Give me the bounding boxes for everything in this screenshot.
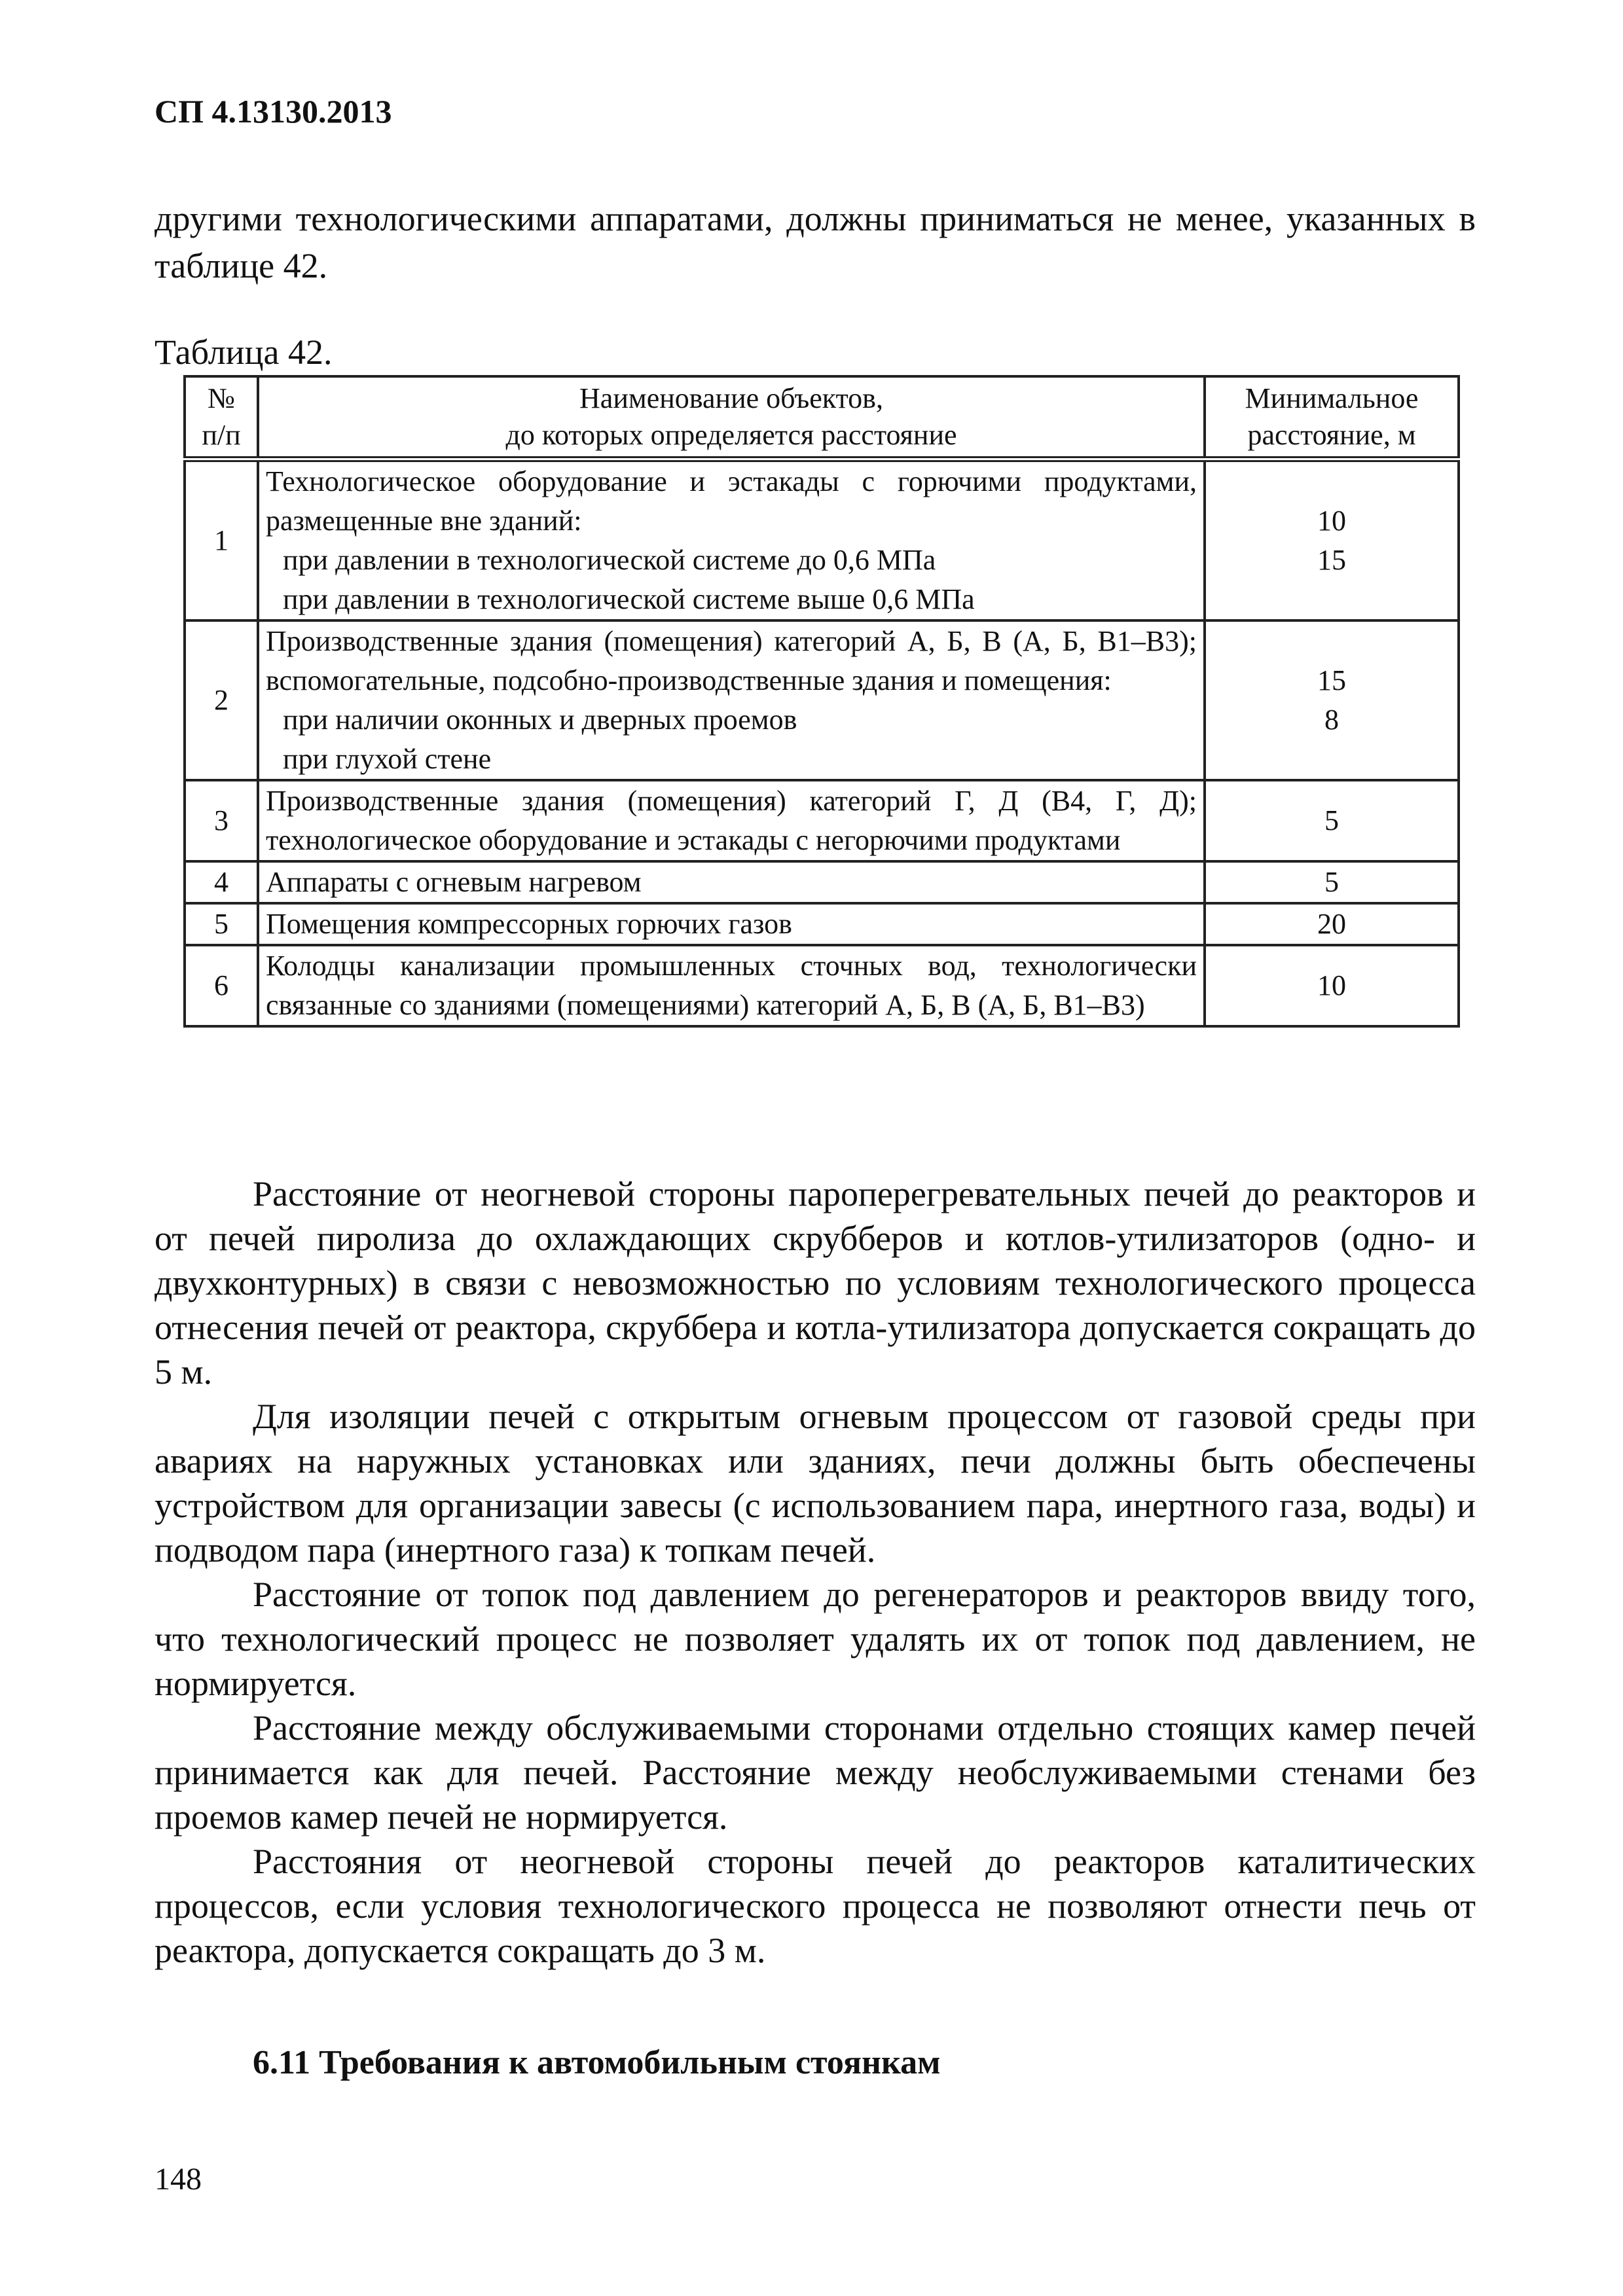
body-text [155, 1172, 1476, 1973]
row-main-text: Производственные здания (помещения) категорий А, Б, В (А, Б, В1–В3); вспомогательные, подсобно-производственные здания и помещения: [266, 625, 1197, 696]
table-row [185, 459, 1459, 621]
header-value-line2: расстояние, м [1247, 419, 1416, 451]
paragraph: Расстояние от топок под давлением до регенераторов и реакторов ввиду того, что технологический процесс не позволяет удалять их от топок под давлением, не нормируется. [155, 1575, 1476, 1703]
paragraph: Расстояние между обслуживаемыми сторонами отдельно стоящих камер печей принимается как для печей. Расстояние между необслуживаемыми стенами без проемов камер печей не нормируется. [155, 1708, 1476, 1837]
row-number: 4 [185, 861, 258, 903]
document-code: СП 4.13130.2013 [155, 93, 392, 130]
row-number: 1 [185, 459, 258, 621]
header-value [1205, 376, 1459, 459]
row-value: 10 [1205, 945, 1459, 1026]
table-row [185, 620, 1459, 780]
row-sub-value: 15 [1317, 544, 1346, 576]
header-num [185, 376, 258, 459]
row-number: 6 [185, 945, 258, 1026]
row-sub-text: при давлении в технологической системе до 0,6 МПа [283, 544, 936, 576]
row-name [258, 459, 1205, 621]
header-name-line1: Наименование объектов, [579, 382, 883, 414]
table-caption: Таблица 42. [155, 332, 333, 372]
row-value: 5 [1205, 861, 1459, 903]
paragraph: Для изоляции печей с открытым огневым процессом от газовой среды при авариях на наружных установках или зданиях, печи должны быть обеспечены устройством для организации завесы (с использованием пара, инертного газа, воды) и подводом пара (инертного газа) к топкам печей. [155, 1397, 1476, 1570]
header-num-line2: п/п [202, 419, 241, 451]
paragraph: Расстояния от неогневой стороны печей до реакторов каталитических процессов, если условия технологического процесса не позволяют отнести печь от реактора, допускается сокращать до 3 м. [155, 1842, 1476, 1970]
row-value: 5 [1205, 780, 1459, 861]
row-sub-text: при давлении в технологической системе выше 0,6 МПа [283, 583, 975, 615]
table-row [185, 945, 1459, 1026]
page-number: 148 [155, 2162, 202, 2197]
row-name: Колодцы канализации промышленных сточных вод, технологически связанные со зданиями (помещениями) категорий А, Б, В (А, Б, В1–В3) [258, 945, 1205, 1026]
row-number: 2 [185, 620, 258, 780]
header-value-line1: Минимальное [1245, 382, 1419, 414]
distance-table [183, 375, 1460, 1028]
row-name [258, 620, 1205, 780]
table-row [185, 780, 1459, 861]
row-sub-value: 8 [1324, 704, 1339, 736]
table-header-row [185, 376, 1459, 459]
row-value [1205, 459, 1459, 621]
row-value [1205, 620, 1459, 780]
header-name [258, 376, 1205, 459]
table-row [185, 861, 1459, 903]
row-number: 3 [185, 780, 258, 861]
row-name: Аппараты с огневым нагревом [258, 861, 1205, 903]
row-sub-text: при глухой стене [283, 743, 492, 775]
header-name-line2: до которых определяется расстояние [505, 419, 957, 451]
paragraph: Расстояние от неогневой стороны пароперегревательных печей до реакторов и от печей пиролиза до охлаждающих скрубберов и котлов-утилизаторов (одно- и двухконтурных) в связи с невозможностью по условиям технологического процесса отнесения печей от реактора, скруббера и котла-утилизатора допускается сокращать до 5 м. [155, 1174, 1476, 1391]
row-main-text: Технологическое оборудование и эстакады с горючими продуктами, размещенные вне зданий: [266, 465, 1197, 537]
row-sub-value: 10 [1317, 505, 1346, 537]
row-name: Производственные здания (помещения) категорий Г, Д (В4, Г, Д); технологическое оборудование и эстакады с негорючими продуктами [258, 780, 1205, 861]
table-row [185, 903, 1459, 945]
row-name: Помещения компрессорных горючих газов [258, 903, 1205, 945]
row-sub-text: при наличии оконных и дверных проемов [283, 704, 797, 736]
intro-text: другими технологическими аппаратами, должны приниматься не менее, указанных в таблице 42. [155, 199, 1476, 285]
row-number: 5 [185, 903, 258, 945]
row-sub-value: 15 [1317, 664, 1346, 696]
header-num-line1: № [208, 382, 235, 414]
section-heading: 6.11 Требования к автомобильным стоянкам [253, 2044, 941, 2081]
row-value: 20 [1205, 903, 1459, 945]
